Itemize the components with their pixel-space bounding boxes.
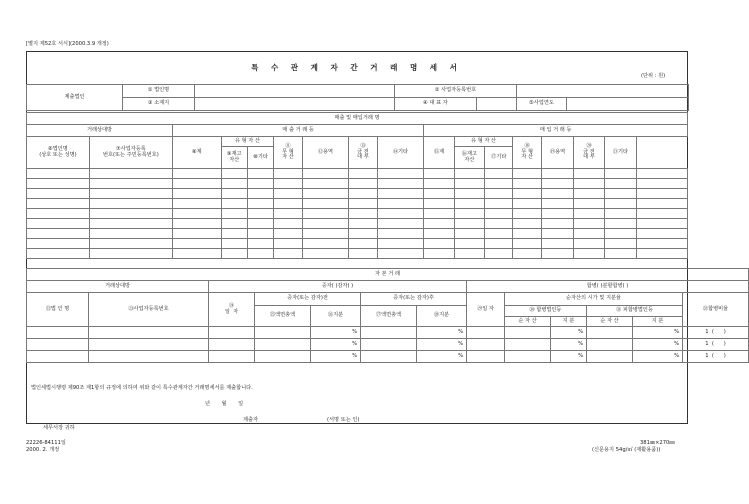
sales-cell[interactable] bbox=[27, 189, 90, 199]
sales-cell[interactable] bbox=[89, 239, 172, 249]
capital-cell[interactable] bbox=[209, 351, 255, 363]
sales-cell[interactable] bbox=[424, 169, 454, 179]
capital-cell[interactable]: % bbox=[311, 339, 361, 351]
sales-cell[interactable] bbox=[274, 209, 302, 219]
sales-cell[interactable] bbox=[172, 239, 221, 249]
col-other: ⑩기타 bbox=[247, 147, 273, 169]
sales-cell[interactable] bbox=[89, 249, 172, 259]
sales-cell[interactable] bbox=[513, 239, 541, 249]
capital-cell[interactable] bbox=[255, 339, 311, 351]
sales-cell[interactable] bbox=[574, 189, 604, 199]
sales-cell[interactable] bbox=[89, 209, 172, 219]
col-p-inventory: ⑯재고 자산 bbox=[454, 147, 484, 169]
paper-size: 381㎜×270㎜ bbox=[640, 440, 675, 446]
sales-cell[interactable] bbox=[89, 179, 172, 189]
sales-cell[interactable] bbox=[377, 249, 424, 259]
corp-name-label: ① 법인명 bbox=[123, 85, 195, 98]
col-services: ⑫용역 bbox=[302, 137, 349, 169]
sales-cell[interactable] bbox=[302, 239, 349, 249]
page-title: 특 수 관 계 자 간 거 래 명 세 서 bbox=[251, 63, 462, 72]
sales-cell[interactable] bbox=[377, 179, 424, 189]
sales-cell[interactable] bbox=[454, 189, 484, 199]
sales-cell[interactable] bbox=[574, 239, 604, 249]
sales-row bbox=[27, 239, 688, 249]
cap-share2: ㉘지분 bbox=[417, 306, 467, 327]
sales-cell[interactable] bbox=[302, 169, 349, 179]
sales-cell[interactable] bbox=[349, 199, 377, 209]
sales-cell[interactable] bbox=[604, 199, 636, 209]
col-finance: ⑬ 금 전 대 부 bbox=[349, 137, 377, 169]
sales-cell[interactable] bbox=[513, 169, 541, 179]
capital-cell[interactable] bbox=[255, 351, 311, 363]
sales-cell[interactable] bbox=[424, 199, 454, 209]
unit-label: (단위 : 원) bbox=[641, 73, 666, 79]
sales-cell[interactable] bbox=[89, 229, 172, 239]
sales-cell[interactable] bbox=[89, 199, 172, 209]
sales-cell[interactable] bbox=[541, 239, 573, 249]
address-label: ③ 소재지 bbox=[123, 98, 195, 111]
cap-counterparty: 거래상대방 bbox=[27, 281, 209, 293]
sales-cell[interactable] bbox=[513, 229, 541, 239]
sales-cell[interactable] bbox=[377, 169, 424, 179]
sales-cell[interactable] bbox=[513, 249, 541, 259]
sales-cell[interactable] bbox=[424, 179, 454, 189]
sales-cell[interactable] bbox=[485, 169, 513, 179]
sales-cell[interactable] bbox=[541, 179, 573, 189]
capital-table bbox=[26, 268, 749, 363]
col-p-services: ⑲용역 bbox=[541, 137, 573, 169]
capital-cell[interactable] bbox=[467, 339, 505, 351]
sales-row bbox=[27, 189, 688, 199]
cap-face1: ㉕액면총액 bbox=[255, 306, 311, 327]
sales-cell[interactable] bbox=[221, 199, 247, 209]
sales-cell[interactable] bbox=[574, 219, 604, 229]
capital-cell[interactable] bbox=[587, 351, 633, 363]
sales-cell[interactable] bbox=[541, 209, 573, 219]
capital-cell[interactable] bbox=[255, 327, 311, 339]
sales-cell[interactable] bbox=[221, 249, 247, 259]
sales-cell[interactable] bbox=[27, 219, 90, 229]
business-year-label: ⑤사업연도 bbox=[517, 98, 567, 111]
capital-cell[interactable] bbox=[505, 339, 551, 351]
cap-merging: ㉚ 합병법인등 bbox=[505, 306, 587, 317]
sales-cell[interactable] bbox=[247, 199, 273, 209]
sales-cell[interactable] bbox=[172, 199, 221, 209]
cap-merged: ㉛ 피합병법인등 bbox=[587, 306, 683, 317]
col-p-other: ⑰기타 bbox=[485, 147, 513, 169]
sales-cell[interactable] bbox=[172, 189, 221, 199]
sales-cell[interactable] bbox=[574, 199, 604, 209]
sales-row bbox=[27, 209, 688, 219]
sales-cell[interactable] bbox=[454, 209, 484, 219]
sales-cell[interactable] bbox=[513, 189, 541, 199]
sales-cell[interactable] bbox=[485, 189, 513, 199]
col-p-other2: ㉑기타 bbox=[604, 137, 636, 169]
cap-stake2: 지 분 bbox=[633, 317, 683, 327]
sales-cell[interactable] bbox=[302, 229, 349, 239]
sales-cell[interactable] bbox=[637, 169, 688, 179]
sales-cell[interactable] bbox=[274, 179, 302, 189]
sales-cell[interactable] bbox=[637, 179, 688, 189]
sales-cell[interactable] bbox=[27, 179, 90, 189]
sales-cell[interactable] bbox=[274, 169, 302, 179]
sales-cell[interactable] bbox=[424, 249, 454, 259]
sales-cell[interactable] bbox=[604, 219, 636, 229]
sales-cell[interactable] bbox=[637, 209, 688, 219]
sales-cell[interactable] bbox=[27, 169, 90, 179]
sales-cell[interactable] bbox=[541, 169, 573, 179]
sales-cell[interactable] bbox=[349, 179, 377, 189]
sales-cell[interactable] bbox=[349, 219, 377, 229]
sales-row bbox=[27, 179, 688, 189]
sales-cell[interactable] bbox=[424, 209, 454, 219]
sales-group-header: 매 출 거 래 등 bbox=[172, 125, 423, 137]
sales-cell[interactable] bbox=[377, 199, 424, 209]
cap-change: 증자( )감자( ) bbox=[209, 281, 467, 293]
sales-cell[interactable] bbox=[485, 229, 513, 239]
sales-cell[interactable] bbox=[349, 189, 377, 199]
sales-cell[interactable] bbox=[247, 179, 273, 189]
sales-cell[interactable] bbox=[172, 229, 221, 239]
capital-cell[interactable] bbox=[361, 327, 417, 339]
capital-cell[interactable]: % bbox=[633, 327, 683, 339]
sales-cell[interactable] bbox=[274, 189, 302, 199]
sales-cell[interactable] bbox=[485, 209, 513, 219]
sales-row bbox=[27, 199, 688, 209]
sales-cell[interactable] bbox=[637, 199, 688, 209]
col-p-intangible: ⑱ 무 형 자 산 bbox=[513, 137, 541, 169]
sales-cell[interactable] bbox=[89, 169, 172, 179]
col-inventory: ⑨재고 자산 bbox=[221, 147, 247, 169]
sales-cell[interactable] bbox=[424, 189, 454, 199]
sales-cell[interactable] bbox=[274, 249, 302, 259]
representative-label: ④ 대 표 자 bbox=[395, 98, 477, 111]
sales-cell[interactable] bbox=[604, 209, 636, 219]
cap-date: ㉔ 일 자 bbox=[209, 293, 255, 327]
sales-cell[interactable] bbox=[27, 209, 90, 219]
col-corp-name: ⑥법인명 (상호 또는 성명) bbox=[27, 137, 90, 169]
paper-type: (신문용지 54g/㎡ (재활용품)) bbox=[592, 447, 661, 453]
business-year-field[interactable] bbox=[567, 98, 689, 111]
capital-cell[interactable] bbox=[27, 351, 89, 363]
sales-cell[interactable] bbox=[574, 229, 604, 239]
sales-cell[interactable] bbox=[27, 199, 90, 209]
sales-row bbox=[27, 169, 688, 179]
sales-cell[interactable] bbox=[302, 209, 349, 219]
submitter-line: 제출자 bbox=[243, 417, 259, 423]
sales-cell[interactable] bbox=[274, 199, 302, 209]
cap-net-assets: 순자산의 시가 및 지분율 bbox=[505, 293, 683, 306]
cap-face2: ㉗액면총액 bbox=[361, 306, 417, 327]
capital-cell[interactable]: 1 ( ) bbox=[683, 351, 749, 363]
capital-cell[interactable] bbox=[587, 339, 633, 351]
sales-cell[interactable] bbox=[302, 189, 349, 199]
submitter-label: 제출법인 bbox=[27, 85, 123, 111]
sales-cell[interactable] bbox=[513, 209, 541, 219]
sales-cell[interactable] bbox=[574, 249, 604, 259]
sales-cell[interactable] bbox=[574, 209, 604, 219]
sales-cell[interactable] bbox=[424, 239, 454, 249]
sales-cell[interactable] bbox=[541, 189, 573, 199]
sales-cell[interactable] bbox=[221, 169, 247, 179]
capital-cell[interactable]: % bbox=[633, 351, 683, 363]
sales-row bbox=[27, 229, 688, 239]
capital-row bbox=[27, 351, 749, 363]
capital-cell[interactable]: % bbox=[417, 327, 467, 339]
sales-cell[interactable] bbox=[27, 249, 90, 259]
biz-reg-label: ② 사업자등록번호 bbox=[395, 85, 517, 98]
counterparty-header: 거래상대방 bbox=[27, 125, 173, 137]
sign-line: (서명 또는 인) bbox=[327, 417, 360, 423]
sales-cell[interactable] bbox=[302, 199, 349, 209]
sales-cell[interactable] bbox=[454, 199, 484, 209]
sales-cell[interactable] bbox=[302, 249, 349, 259]
col-p-finance: ⑳ 금 전 대 부 bbox=[574, 137, 604, 169]
sales-cell[interactable] bbox=[541, 229, 573, 239]
sales-cell[interactable] bbox=[247, 209, 273, 219]
sales-cell[interactable] bbox=[377, 229, 424, 239]
sales-cell[interactable] bbox=[349, 249, 377, 259]
sales-cell[interactable] bbox=[349, 209, 377, 219]
capital-cell[interactable] bbox=[27, 327, 89, 339]
cap-corp-name: ㉒법 인 명 bbox=[27, 293, 89, 327]
cap-before: 증자(또는 감자)전 bbox=[255, 293, 361, 306]
capital-cell[interactable] bbox=[467, 327, 505, 339]
sales-cell[interactable] bbox=[454, 169, 484, 179]
sales-cell[interactable] bbox=[541, 219, 573, 229]
purchase-group-header: 매 입 거 래 등 bbox=[424, 125, 688, 137]
capital-cell[interactable] bbox=[361, 339, 417, 351]
sales-cell[interactable] bbox=[247, 189, 273, 199]
biz-reg-field[interactable] bbox=[517, 85, 689, 98]
corp-name-field[interactable] bbox=[195, 85, 395, 98]
sales-cell[interactable] bbox=[454, 219, 484, 229]
sales-cell[interactable] bbox=[454, 229, 484, 239]
col-total: ⑧계 bbox=[172, 137, 221, 169]
sales-cell[interactable] bbox=[604, 179, 636, 189]
sales-cell[interactable] bbox=[89, 219, 172, 229]
sales-cell[interactable] bbox=[349, 239, 377, 249]
sales-cell[interactable] bbox=[424, 219, 454, 229]
sales-cell[interactable] bbox=[247, 249, 273, 259]
sales-cell[interactable] bbox=[574, 179, 604, 189]
capital-cell[interactable] bbox=[89, 339, 209, 351]
date-line: 년 월 일 bbox=[205, 401, 244, 407]
capital-cell[interactable] bbox=[467, 351, 505, 363]
sales-cell[interactable] bbox=[377, 219, 424, 229]
col-p-total: ⑮계 bbox=[424, 137, 454, 169]
revision: 2000. 2. 개정 bbox=[26, 447, 60, 453]
cap-ratio: ㉜합병비율 bbox=[683, 293, 749, 327]
sales-cell[interactable] bbox=[604, 189, 636, 199]
sales-cell[interactable] bbox=[89, 189, 172, 199]
capital-cell[interactable] bbox=[209, 327, 255, 339]
col-tangible: 유 형 자 산 bbox=[221, 137, 274, 147]
sales-cell[interactable] bbox=[247, 219, 273, 229]
sales-cell[interactable] bbox=[485, 239, 513, 249]
sales-cell[interactable] bbox=[513, 179, 541, 189]
cap-reg-no: ㉓사업자등록번호 bbox=[89, 293, 209, 327]
statement: 법인세법시행령 제90조 제1항의 규정에 의하여 위와 같이 특수관계자간 거래명세서를 제출합니다. bbox=[31, 385, 253, 391]
capital-cell[interactable]: 1 ( ) bbox=[683, 327, 749, 339]
sales-cell[interactable] bbox=[637, 229, 688, 239]
sales-cell[interactable] bbox=[377, 189, 424, 199]
sales-cell[interactable] bbox=[604, 169, 636, 179]
office-line: 세무서장 귀하 bbox=[43, 425, 75, 431]
sales-cell[interactable] bbox=[349, 229, 377, 239]
sales-cell[interactable] bbox=[302, 219, 349, 229]
sales-cell[interactable] bbox=[637, 239, 688, 249]
sales-cell[interactable] bbox=[604, 239, 636, 249]
sales-cell[interactable] bbox=[172, 179, 221, 189]
capital-cell[interactable] bbox=[89, 351, 209, 363]
sales-cell[interactable] bbox=[247, 169, 273, 179]
capital-cell[interactable] bbox=[27, 339, 89, 351]
sales-cell[interactable] bbox=[274, 219, 302, 229]
sales-cell[interactable] bbox=[454, 249, 484, 259]
cap-after: 증자(또는 감자)후 bbox=[361, 293, 467, 306]
sales-cell[interactable] bbox=[221, 179, 247, 189]
sales-cell[interactable] bbox=[274, 229, 302, 239]
sales-row bbox=[27, 249, 688, 259]
capital-cell[interactable]: % bbox=[633, 339, 683, 351]
sales-cell[interactable] bbox=[541, 249, 573, 259]
sales-cell[interactable] bbox=[302, 179, 349, 189]
cap-net2: 순 자 산 bbox=[587, 317, 633, 327]
capital-cell[interactable] bbox=[587, 327, 633, 339]
sales-cell[interactable] bbox=[454, 239, 484, 249]
sales-cell[interactable] bbox=[221, 189, 247, 199]
sales-cell[interactable] bbox=[172, 219, 221, 229]
sales-table bbox=[26, 112, 688, 259]
capital-cell[interactable] bbox=[209, 339, 255, 351]
capital-cell[interactable] bbox=[361, 351, 417, 363]
capital-row bbox=[27, 339, 749, 351]
capital-cell[interactable] bbox=[505, 327, 551, 339]
sales-cell[interactable] bbox=[485, 219, 513, 229]
capital-cell[interactable]: % bbox=[311, 327, 361, 339]
capital-cell[interactable]: % bbox=[311, 351, 361, 363]
address-field[interactable] bbox=[195, 98, 395, 111]
sales-cell[interactable] bbox=[485, 249, 513, 259]
sales-cell[interactable] bbox=[485, 199, 513, 209]
capital-row bbox=[27, 327, 749, 339]
sales-cell[interactable] bbox=[377, 209, 424, 219]
cap-date2: ㉙일 자 bbox=[467, 293, 505, 327]
sales-cell[interactable] bbox=[247, 239, 273, 249]
form-code: 22226-84111일 bbox=[26, 440, 66, 446]
sales-row bbox=[27, 219, 688, 229]
sales-cell[interactable] bbox=[541, 199, 573, 209]
sales-cell[interactable] bbox=[637, 249, 688, 259]
capital-cell[interactable]: % bbox=[551, 339, 587, 351]
capital-cell[interactable]: % bbox=[551, 351, 587, 363]
form-id: [별지 제52호 서식](2000.3.9 개정) bbox=[26, 41, 109, 47]
col-reg-no: ⑦사업자등록 번호(또는 주민등록번호) bbox=[89, 137, 172, 169]
sales-cell[interactable] bbox=[172, 169, 221, 179]
col-intangible: ⑪ 무 형 자 산 bbox=[274, 137, 302, 169]
sales-cell[interactable] bbox=[274, 239, 302, 249]
sales-cell[interactable] bbox=[637, 219, 688, 229]
sales-cell[interactable] bbox=[349, 169, 377, 179]
capital-cell[interactable]: % bbox=[417, 351, 467, 363]
sales-cell[interactable] bbox=[513, 219, 541, 229]
cap-share1: ㉖지분 bbox=[311, 306, 361, 327]
cap-merger: 합병( )분할합병( ) bbox=[467, 281, 749, 293]
sales-cell[interactable] bbox=[221, 239, 247, 249]
col-p-tangible: 유 형 자 산 bbox=[454, 137, 513, 147]
sales-cell[interactable] bbox=[172, 249, 221, 259]
sales-cell[interactable] bbox=[27, 239, 90, 249]
sales-cell[interactable] bbox=[172, 209, 221, 219]
col-other2: ⑭기타 bbox=[377, 137, 424, 169]
sales-cell[interactable] bbox=[637, 189, 688, 199]
sales-cell[interactable] bbox=[221, 219, 247, 229]
sales-cell[interactable] bbox=[221, 229, 247, 239]
sales-cell[interactable] bbox=[485, 179, 513, 189]
sales-cell[interactable] bbox=[424, 229, 454, 239]
sales-cell[interactable] bbox=[27, 229, 90, 239]
capital-cell[interactable]: 1 ( ) bbox=[683, 339, 749, 351]
sales-cell[interactable] bbox=[574, 169, 604, 179]
sales-cell[interactable] bbox=[221, 209, 247, 219]
capital-cell[interactable]: % bbox=[417, 339, 467, 351]
sales-cell[interactable] bbox=[604, 249, 636, 259]
capital-cell[interactable] bbox=[89, 327, 209, 339]
capital-cell[interactable]: % bbox=[551, 327, 587, 339]
cap-stake1: 지 분 bbox=[551, 317, 587, 327]
sales-cell[interactable] bbox=[247, 229, 273, 239]
sales-cell[interactable] bbox=[513, 199, 541, 209]
sales-cell[interactable] bbox=[377, 239, 424, 249]
cap-net1: 순 자 산 bbox=[505, 317, 551, 327]
capital-header: 자 본 거 래 bbox=[27, 269, 749, 281]
sales-header: 매출 및 매입거래 명 bbox=[27, 113, 688, 125]
representative-field[interactable] bbox=[477, 98, 517, 111]
submitter-table bbox=[26, 84, 689, 111]
sales-cell[interactable] bbox=[604, 229, 636, 239]
capital-cell[interactable] bbox=[505, 351, 551, 363]
sales-cell[interactable] bbox=[454, 179, 484, 189]
